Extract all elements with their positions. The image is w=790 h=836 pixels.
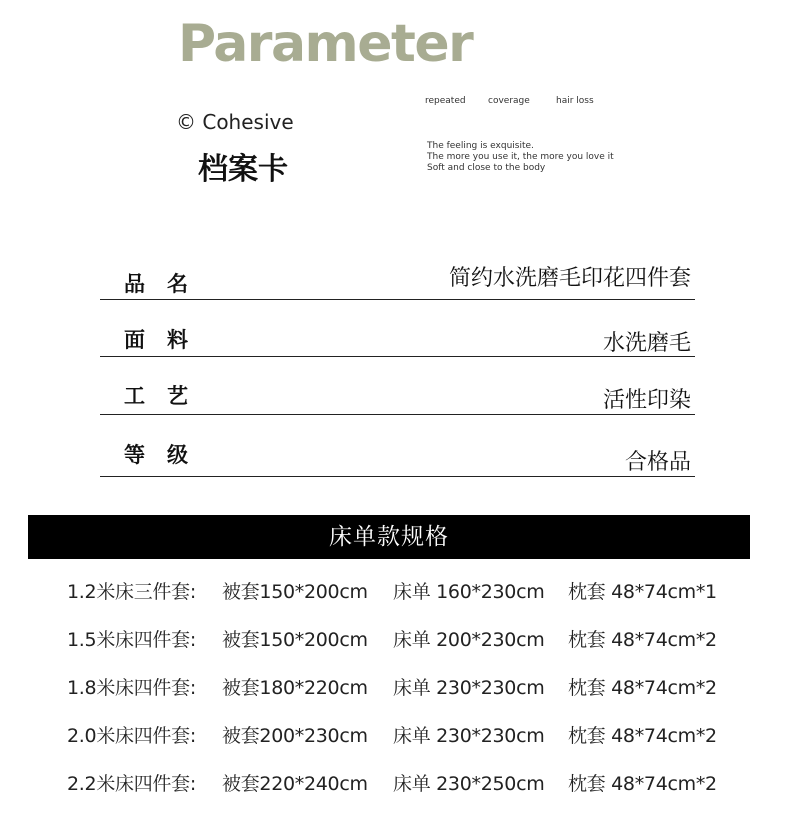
param-label: 面料 [124,328,210,352]
spec-pillow: 枕套 48*74cm*2 [568,629,717,651]
spec-duvet: 被套150*200cm [222,581,368,603]
spec-sheet: 床单 160*230cm [393,581,545,603]
param-value: 简约水洗磨毛印花四件套 [448,266,691,291]
description-line: The feeling is exquisite. [427,141,534,151]
param-row-fabric [100,299,695,357]
spec-duvet: 被套180*220cm [222,677,368,699]
tag-repeated: repeated [425,96,466,106]
tag-hair-loss: hair loss [556,96,594,106]
param-value: 水洗磨毛 [602,331,691,356]
spec-row [0,673,790,703]
description-line: Soft and close to the body [427,163,546,173]
description-line: The more you use it, the more you love it [427,152,614,162]
spec-row [0,577,790,607]
spec-duvet: 被套200*230cm [222,725,368,747]
param-label: 等级 [124,443,210,467]
spec-set: 1.2米床三件套: [67,581,196,603]
brand-name: © Cohesive [176,110,294,134]
param-label: 品名 [124,272,210,296]
param-row-grade [100,414,695,477]
spec-sheet: 床单 230*230cm [393,677,545,699]
param-value: 活性印染 [602,388,691,413]
description-block [427,141,614,174]
param-label: 工艺 [124,384,210,408]
spec-duvet: 被套220*240cm [222,773,368,795]
spec-duvet: 被套150*200cm [222,629,368,651]
tag-coverage: coverage [488,96,530,106]
spec-set: 2.2米床四件套: [67,773,196,795]
spec-heading: 床单款规格 [28,515,750,559]
spec-pillow: 枕套 48*74cm*2 [568,773,717,795]
spec-pillow: 枕套 48*74cm*1 [568,581,717,603]
spec-row [0,769,790,799]
spec-set: 1.5米床四件套: [67,629,196,651]
page-title: Parameter [178,14,473,74]
param-value: 合格品 [624,450,691,475]
spec-pillow: 枕套 48*74cm*2 [568,677,717,699]
spec-sheet: 床单 230*230cm [393,725,545,747]
spec-set: 2.0米床四件套: [67,725,196,747]
spec-set: 1.8米床四件套: [67,677,196,699]
spec-pillow: 枕套 48*74cm*2 [568,725,717,747]
card-label: 档案卡 [198,152,288,187]
param-row-name [100,258,695,300]
spec-row [0,721,790,751]
param-row-process [100,356,695,415]
spec-sheet: 床单 200*230cm [393,629,545,651]
spec-sheet: 床单 230*250cm [393,773,545,795]
spec-row [0,625,790,655]
